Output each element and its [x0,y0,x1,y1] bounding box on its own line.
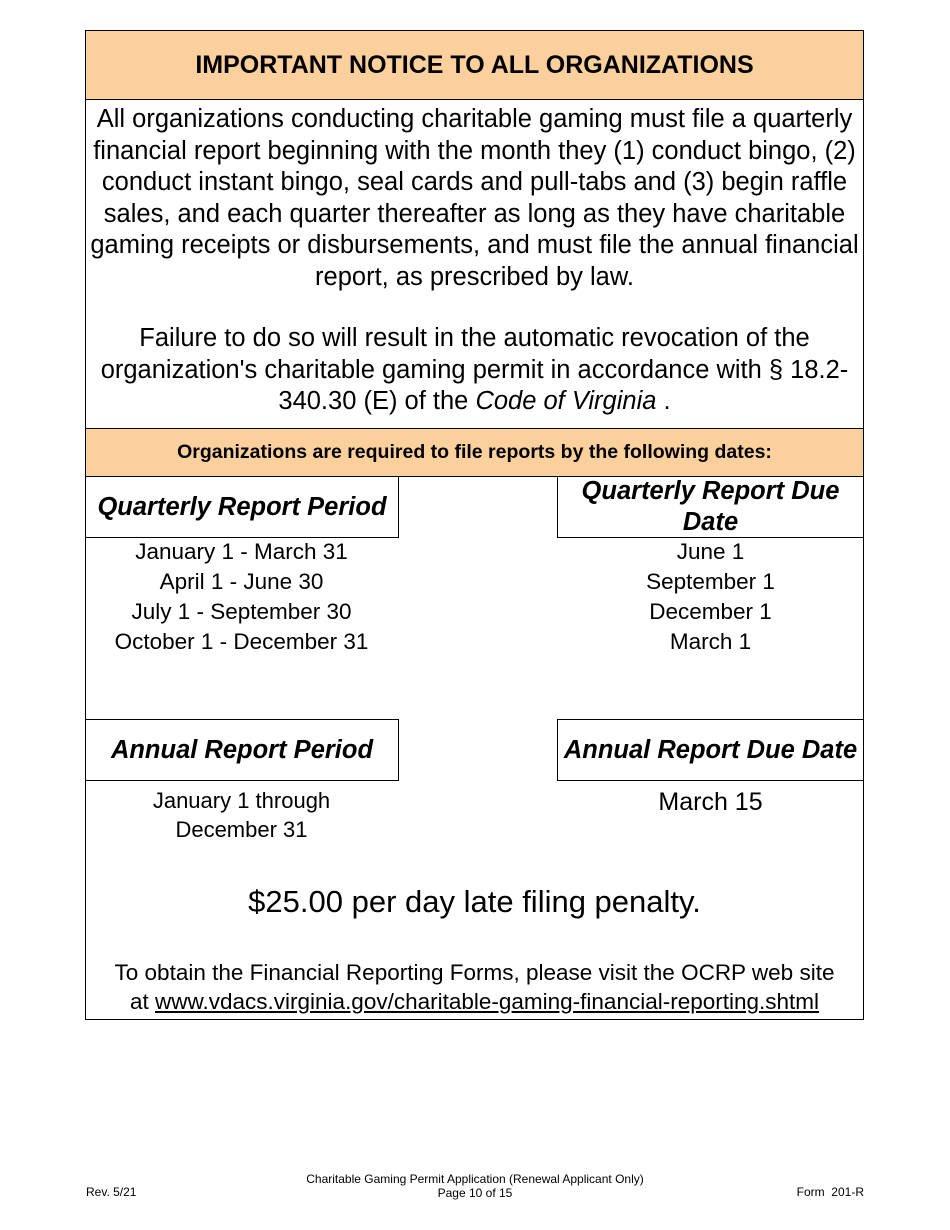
forms-instruction-line: To obtain the Financial Reporting Forms, please visit the OCRP web site [114,960,835,985]
quarterly-period-header: Quarterly Report Period [85,476,399,538]
important-notice-box [85,30,864,1020]
code-of-virginia-citation: Code of Virginia [475,387,657,415]
footer-form-title: Charitable Gaming Permit Application (Renewal Applicant Only) [306,1172,644,1186]
quarterly-period-item: July 1 - September 30 [131,599,352,624]
quarterly-due-dates-list [557,537,864,657]
page-number: Page 10 of 15 [437,1186,513,1200]
quarterly-due-date-item: December 1 [649,599,772,624]
quarterly-due-date-item: September 1 [646,569,775,594]
forms-link-line [86,987,863,1016]
financial-forms-instructions [86,958,863,1016]
quarterly-due-header: Quarterly Report Due Date [557,476,864,538]
forms-link-prefix: at [129,989,155,1014]
filing-dates-subheader: Organizations are required to file reports by the following dates: [86,428,863,477]
annual-due-date: March 15 [658,788,763,816]
financial-reporting-link[interactable]: www.vdacs.virginia.gov/charitable-gaming-financial-reporting.shtml [154,989,820,1014]
quarterly-due-date-item: June 1 [676,539,745,564]
revocation-warning-paragraph [86,323,863,418]
quarterly-period-item: October 1 - December 31 [114,629,369,654]
revocation-text-end: . [656,387,671,415]
annual-due-header: Annual Report Due Date [557,719,864,781]
quarterly-period-item: January 1 - March 31 [135,539,348,564]
quarterly-due-date-item: March 1 [669,629,752,654]
revision-label: Rev. 5/21 [86,1185,137,1199]
quarterly-period-item: April 1 - June 30 [159,569,324,594]
annual-due-date-value [557,787,864,818]
annual-period-line: December 31 [175,816,308,842]
late-filing-penalty: $25.00 per day late filing penalty. [248,884,701,919]
form-number: Form 201-R [796,1185,864,1199]
annual-period-header: Annual Report Period [85,719,399,781]
revocation-text: Failure to do so will result in the automatic revocation of the organization's charitable gaming permit in accordance with § 18.2-340.30 (E) of the [100,324,849,415]
filing-requirement-paragraph: All organizations conducting charitable gaming must file a quarterly financial report beginning with the month they (1) conduct bingo, (2) conduct instant bingo, seal cards and pull-tabs and (3) begin raffle sales, and each quarter thereafter as long as they have charitable gaming receipts or disbursements, and must file the annual financial report, as prescribed by law. [90,105,859,291]
annual-period-value [86,787,397,844]
quarterly-periods-list [86,537,397,657]
annual-period-line: January 1 through [152,788,331,813]
notice-title: IMPORTANT NOTICE TO ALL ORGANIZATIONS [86,31,863,100]
